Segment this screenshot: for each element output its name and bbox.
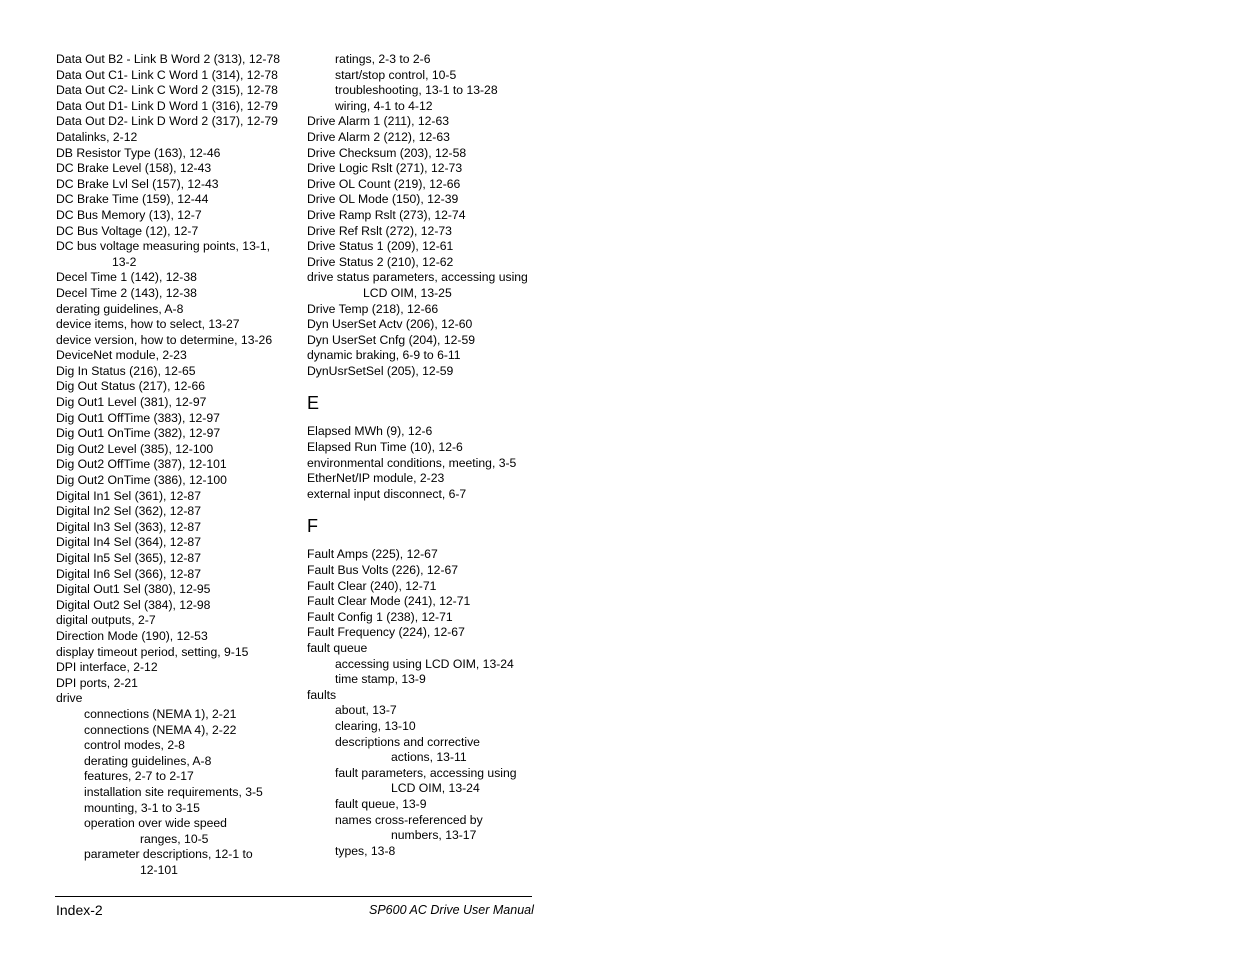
index-entry: LCD OIM, 13-24 bbox=[391, 781, 480, 796]
index-entry: Digital Out1 Sel (380), 12-95 bbox=[56, 582, 211, 597]
index-entry: Drive Temp (218), 12-66 bbox=[307, 301, 439, 316]
index-entry: Dig Out Status (217), 12-66 bbox=[56, 379, 206, 394]
index-entry: Drive OL Count (219), 12-66 bbox=[307, 176, 461, 191]
index-entry: drive status parameters, accessing using bbox=[307, 270, 528, 285]
index-entry: Fault Frequency (224), 12-67 bbox=[307, 625, 465, 640]
index-entry: Elapsed MWh (9), 12-6 bbox=[307, 424, 433, 439]
index-entry: Drive Ref Rslt (272), 12-73 bbox=[307, 223, 452, 238]
index-column-left bbox=[56, 52, 296, 878]
index-entry: DC Brake Lvl Sel (157), 12-43 bbox=[56, 176, 219, 191]
index-entry: clearing, 13-10 bbox=[335, 718, 416, 733]
index-entry: derating guidelines, A-8 bbox=[84, 753, 212, 768]
index-entry: Digital Out2 Sel (384), 12-98 bbox=[56, 597, 211, 612]
index-entry: Dig Out1 OnTime (382), 12-97 bbox=[56, 426, 221, 441]
index-entry: operation over wide speed bbox=[84, 816, 227, 831]
index-entry: Fault Clear Mode (241), 12-71 bbox=[307, 594, 471, 609]
index-entry: Datalinks, 2-12 bbox=[56, 129, 138, 144]
index-entry: about, 13-7 bbox=[335, 703, 397, 718]
index-entry: Decel Time 1 (142), 12-38 bbox=[56, 270, 197, 285]
footer-rule bbox=[55, 896, 532, 897]
index-entry: Decel Time 2 (143), 12-38 bbox=[56, 285, 197, 300]
section-e-entries bbox=[307, 424, 542, 502]
index-entry: Drive Ramp Rslt (273), 12-74 bbox=[307, 207, 466, 222]
index-entry: actions, 13-11 bbox=[391, 750, 467, 765]
index-entry: DB Resistor Type (163), 12-46 bbox=[56, 145, 221, 160]
index-entry: names cross-referenced by bbox=[335, 812, 483, 827]
index-entry: Dig Out1 Level (381), 12-97 bbox=[56, 395, 207, 410]
index-entry: connections (NEMA 1), 2-21 bbox=[84, 706, 237, 721]
index-entry: Dig Out2 OnTime (386), 12-100 bbox=[56, 473, 227, 488]
index-entry: dynamic braking, 6-9 to 6-11 bbox=[307, 348, 461, 363]
index-entry: Drive OL Mode (150), 12-39 bbox=[307, 192, 459, 207]
index-entry: Dig In Status (216), 12-65 bbox=[56, 363, 196, 378]
index-entry: numbers, 13-17 bbox=[391, 828, 477, 843]
index-entry: DC Brake Time (159), 12-44 bbox=[56, 192, 209, 207]
index-entry: DC Bus Voltage (12), 12-7 bbox=[56, 223, 199, 238]
index-entry: Elapsed Run Time (10), 12-6 bbox=[307, 440, 463, 455]
index-entry: Drive Checksum (203), 12-58 bbox=[307, 145, 467, 160]
index-entry: descriptions and corrective bbox=[335, 734, 480, 749]
index-entry: accessing using LCD OIM, 13-24 bbox=[335, 656, 514, 671]
index-entry: DPI ports, 2-21 bbox=[56, 675, 138, 690]
index-entry: Direction Mode (190), 12-53 bbox=[56, 628, 208, 643]
index-entry: environmental conditions, meeting, 3-5 bbox=[307, 455, 517, 470]
index-entry: fault queue, 13-9 bbox=[335, 796, 427, 811]
index-entry: Drive Status 1 (209), 12-61 bbox=[307, 239, 454, 254]
index-entry: troubleshooting, 13-1 to 13-28 bbox=[335, 83, 498, 98]
index-entry: features, 2-7 to 2-17 bbox=[84, 769, 194, 784]
index-entry: Dyn UserSet Cnfg (204), 12-59 bbox=[307, 332, 475, 347]
index-entry: parameter descriptions, 12-1 to bbox=[84, 847, 253, 862]
index-entry: Dig Out2 OffTime (387), 12-101 bbox=[56, 457, 227, 472]
index-column-right bbox=[307, 52, 542, 859]
index-entry: DeviceNet module, 2-23 bbox=[56, 348, 187, 363]
index-entry: 13-2 bbox=[112, 254, 137, 269]
index-entry: DC bus voltage measuring points, 13-1, bbox=[56, 239, 271, 254]
index-entry: Dig Out1 OffTime (383), 12-97 bbox=[56, 410, 220, 425]
index-entry: connections (NEMA 4), 2-22 bbox=[84, 722, 237, 737]
index-entry: Data Out B2 - Link B Word 2 (313), 12-78 bbox=[56, 52, 280, 66]
index-entry: Data Out D1- Link D Word 1 (316), 12-79 bbox=[56, 98, 278, 113]
section-heading-f: F bbox=[307, 516, 318, 537]
index-entry: Digital In5 Sel (365), 12-87 bbox=[56, 551, 201, 565]
index-entry: display timeout period, setting, 9-15 bbox=[56, 644, 249, 659]
index-entry: EtherNet/IP module, 2-23 bbox=[307, 471, 445, 486]
manual-title: SP600 AC Drive User Manual bbox=[369, 903, 534, 917]
index-entry: Drive Logic Rslt (271), 12-73 bbox=[307, 161, 463, 176]
index-entry: derating guidelines, A-8 bbox=[56, 301, 184, 316]
index-entry: Data Out C2- Link C Word 2 (315), 12-78 bbox=[56, 83, 278, 98]
index-entry: Data Out C1- Link C Word 1 (314), 12-78 bbox=[56, 67, 278, 82]
section-f-entries bbox=[307, 547, 542, 859]
index-entry: external input disconnect, 6-7 bbox=[307, 486, 467, 501]
index-entry: Dig Out2 Level (385), 12-100 bbox=[56, 441, 214, 456]
index-entry: installation site requirements, 3-5 bbox=[84, 784, 263, 799]
index-entry: Fault Amps (225), 12-67 bbox=[307, 547, 438, 562]
index-entry: device items, how to select, 13-27 bbox=[56, 317, 240, 332]
index-entry: time stamp, 13-9 bbox=[335, 672, 426, 687]
index-entry: DPI interface, 2-12 bbox=[56, 660, 158, 675]
index-entry: Fault Config 1 (238), 12-71 bbox=[307, 609, 453, 624]
index-entry: faults bbox=[307, 687, 337, 702]
index-entry: Dyn UserSet Actv (206), 12-60 bbox=[307, 317, 473, 332]
index-entry: 12-101 bbox=[140, 862, 178, 877]
section-heading-e: E bbox=[307, 393, 320, 414]
index-entry: Drive Alarm 2 (212), 12-63 bbox=[307, 129, 450, 144]
index-entry: Digital In2 Sel (362), 12-87 bbox=[56, 504, 201, 519]
index-entry: Drive Alarm 1 (211), 12-63 bbox=[307, 114, 450, 129]
index-entry: Fault Clear (240), 12-71 bbox=[307, 578, 437, 593]
index-entry: control modes, 2-8 bbox=[84, 738, 185, 753]
index-entry: Drive Status 2 (210), 12-62 bbox=[307, 254, 454, 269]
index-entry: DynUsrSetSel (205), 12-59 bbox=[307, 363, 454, 378]
index-entry: LCD OIM, 13-25 bbox=[363, 285, 452, 300]
index-entry: Digital In1 Sel (361), 12-87 bbox=[56, 488, 201, 503]
index-entry: Digital In6 Sel (366), 12-87 bbox=[56, 566, 201, 581]
index-entry: Digital In4 Sel (364), 12-87 bbox=[56, 535, 201, 550]
index-entry: start/stop control, 10-5 bbox=[335, 67, 457, 82]
index-entry: wiring, 4-1 to 4-12 bbox=[335, 98, 433, 113]
index-entry: digital outputs, 2-7 bbox=[56, 613, 156, 628]
index-entry: ratings, 2-3 to 2-6 bbox=[335, 52, 431, 66]
index-entry: types, 13-8 bbox=[335, 843, 396, 858]
index-entry: DC Brake Level (158), 12-43 bbox=[56, 161, 212, 176]
index-entry: fault queue bbox=[307, 641, 368, 655]
index-entry: device version, how to determine, 13-26 bbox=[56, 332, 273, 347]
index-entry: mounting, 3-1 to 3-15 bbox=[84, 800, 200, 815]
index-entry: fault parameters, accessing using bbox=[335, 765, 517, 780]
index-entry: Data Out D2- Link D Word 2 (317), 12-79 bbox=[56, 114, 278, 129]
index-entry: Digital In3 Sel (363), 12-87 bbox=[56, 519, 201, 534]
index-entry: drive bbox=[56, 691, 83, 706]
index-entry: Fault Bus Volts (226), 12-67 bbox=[307, 563, 459, 578]
page-number: Index-2 bbox=[56, 902, 103, 918]
index-entry: DC Bus Memory (13), 12-7 bbox=[56, 207, 202, 222]
index-entries-continued bbox=[307, 52, 542, 379]
index-entry: ranges, 10-5 bbox=[140, 831, 209, 846]
